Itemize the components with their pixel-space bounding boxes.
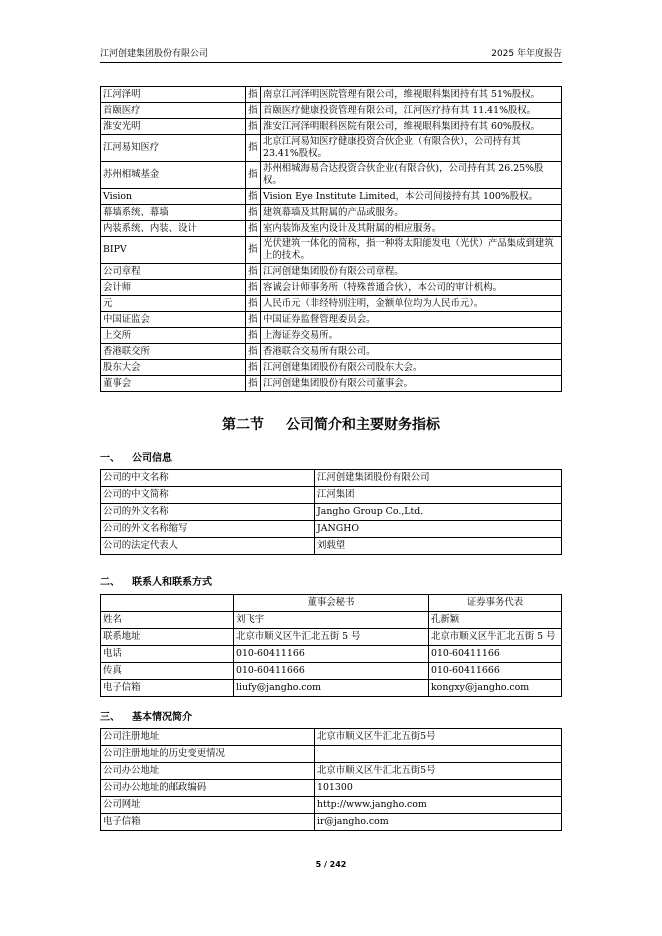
header-report-title: 2025 年年度报告 <box>491 49 562 59</box>
basic-info-value: ir@jangho.com <box>315 814 562 831</box>
definition-description: 首颐医疗健康投资管理有限公司，江河医疗持有其 11.41%股权。 <box>261 103 562 119</box>
page-header <box>100 46 562 63</box>
basic-info-value: http://www.jangho.com <box>315 797 562 814</box>
subheading-basic <box>100 708 192 723</box>
definition-term: Vision <box>101 189 246 205</box>
definitions-table <box>100 86 562 392</box>
basic-info-table <box>100 728 562 831</box>
company-info-row <box>101 538 562 555</box>
contact-label: 姓名 <box>101 612 234 629</box>
header-company: 江河创建集团股份有限公司 <box>100 49 209 59</box>
subheading-text: 公司信息 <box>132 453 172 464</box>
contact-row <box>101 646 562 663</box>
basic-info-value: 101300 <box>315 780 562 797</box>
definition-term: BIPV <box>101 237 246 264</box>
definition-description: 香港联合交易所有限公司。 <box>261 344 562 360</box>
contact-representative-value: kongxy@jangho.com <box>429 680 562 697</box>
definition-term: 会计师 <box>101 280 246 296</box>
definition-term: 公司章程 <box>101 264 246 280</box>
contact-secretary-value: 刘飞宇 <box>234 612 429 629</box>
subheading-number: 三、 <box>100 712 120 723</box>
definition-description: Vision Eye Institute Limited，本公司间接持有其 100%股权。 <box>261 189 562 205</box>
company-info-label: 公司的外文名称缩写 <box>101 521 315 538</box>
contact-header-secretary: 董事会秘书 <box>234 595 429 612</box>
page-number: 5 / 242 <box>315 860 347 869</box>
section-title <box>100 414 562 434</box>
contact-table <box>100 594 562 697</box>
company-info-value: 刘载望 <box>315 538 562 555</box>
basic-info-row <box>101 814 562 831</box>
definition-connector: 指 <box>246 312 261 328</box>
definition-connector: 指 <box>246 280 261 296</box>
basic-info-label: 公司注册地址 <box>101 729 315 746</box>
definition-connector: 指 <box>246 296 261 312</box>
definition-connector: 指 <box>246 205 261 221</box>
definition-row <box>101 280 562 296</box>
definition-term: 幕墙系统、幕墙 <box>101 205 246 221</box>
definition-row <box>101 328 562 344</box>
definition-description: 江河创建集团股份有限公司章程。 <box>261 264 562 280</box>
definition-row <box>101 376 562 392</box>
definition-row <box>101 344 562 360</box>
basic-info-label: 公司注册地址的历史变更情况 <box>101 746 315 763</box>
definition-description: 苏州相城海易合达投资合伙企业(有限合伙)，公司持有其 26.25%股权。 <box>261 162 562 189</box>
company-info-label: 公司的中文名称 <box>101 470 315 487</box>
basic-info-row <box>101 780 562 797</box>
basic-info-value <box>315 746 562 763</box>
definition-connector: 指 <box>246 87 261 103</box>
subheading-text: 基本情况简介 <box>132 712 192 723</box>
definition-term: 元 <box>101 296 246 312</box>
definition-term: 中国证监会 <box>101 312 246 328</box>
definition-term: 上交所 <box>101 328 246 344</box>
contact-header-blank <box>101 595 234 612</box>
company-info-table <box>100 469 562 555</box>
definition-row <box>101 221 562 237</box>
definition-description: 南京江河泽明医院管理有限公司，维视眼科集团持有其 51%股权。 <box>261 87 562 103</box>
contact-representative-value: 孔新颖 <box>429 612 562 629</box>
definition-row <box>101 237 562 264</box>
definition-connector: 指 <box>246 344 261 360</box>
company-info-value: 江河创建集团股份有限公司 <box>315 470 562 487</box>
contact-header-row <box>101 595 562 612</box>
definition-description: 光伏建筑一体化的简称，指一种将太阳能发电（光伏）产品集成到建筑上的技术。 <box>261 237 562 264</box>
definition-connector: 指 <box>246 221 261 237</box>
basic-info-label: 公司办公地址 <box>101 763 315 780</box>
section-heading: 公司简介和主要财务指标 <box>286 417 440 433</box>
definition-connector: 指 <box>246 237 261 264</box>
contact-secretary-value: liufy@jangho.com <box>234 680 429 697</box>
definition-term: 淮安光明 <box>101 119 246 135</box>
definition-connector: 指 <box>246 328 261 344</box>
definition-connector: 指 <box>246 119 261 135</box>
subheading-text: 联系人和联系方式 <box>132 577 212 588</box>
basic-info-row <box>101 729 562 746</box>
contact-label: 联系地址 <box>101 629 234 646</box>
definition-row <box>101 360 562 376</box>
contact-secretary-value: 010-60411166 <box>234 646 429 663</box>
contact-representative-value: 北京市顺义区牛汇北五街 5 号 <box>429 629 562 646</box>
contact-row <box>101 663 562 680</box>
company-info-value: Jangho Group Co.,Ltd. <box>315 504 562 521</box>
definition-description: 容诚会计师事务所（特殊普通合伙），本公司的审计机构。 <box>261 280 562 296</box>
definition-description: 淮安江河泽明眼科医院有限公司，维视眼科集团持有其 60%股权。 <box>261 119 562 135</box>
company-info-label: 公司的外文名称 <box>101 504 315 521</box>
section-number: 第二节 <box>222 417 264 433</box>
definition-row <box>101 189 562 205</box>
basic-info-value: 北京市顺义区牛汇北五街5号 <box>315 763 562 780</box>
definition-term: 江河泽明 <box>101 87 246 103</box>
contact-header-representative: 证券事务代表 <box>429 595 562 612</box>
basic-info-label: 电子信箱 <box>101 814 315 831</box>
contact-label: 电子信箱 <box>101 680 234 697</box>
company-info-label: 公司的法定代表人 <box>101 538 315 555</box>
contact-representative-value: 010-60411666 <box>429 663 562 680</box>
subheading-number: 一、 <box>100 453 120 464</box>
definition-row <box>101 312 562 328</box>
definition-connector: 指 <box>246 360 261 376</box>
definition-term: 香港联交所 <box>101 344 246 360</box>
definition-description: 北京江河易知医疗健康投资合伙企业（有限合伙），公司持有其 23.41%股权。 <box>261 135 562 162</box>
definition-description: 建筑幕墙及其附属的产品或服务。 <box>261 205 562 221</box>
contact-secretary-value: 010-60411666 <box>234 663 429 680</box>
company-info-value: 江河集团 <box>315 487 562 504</box>
definition-row <box>101 135 562 162</box>
definition-description: 室内装饰及室内设计及其附属的相应服务。 <box>261 221 562 237</box>
definition-row <box>101 87 562 103</box>
definition-description: 江河创建集团股份有限公司股东大会。 <box>261 360 562 376</box>
subheading-company-info <box>100 449 172 464</box>
contact-row <box>101 680 562 697</box>
definition-row <box>101 205 562 221</box>
definition-row <box>101 119 562 135</box>
basic-info-row <box>101 746 562 763</box>
definition-row <box>101 162 562 189</box>
definition-connector: 指 <box>246 103 261 119</box>
contact-secretary-value: 北京市顺义区牛汇北五街 5 号 <box>234 629 429 646</box>
definition-connector: 指 <box>246 189 261 205</box>
contact-label: 传真 <box>101 663 234 680</box>
definition-term: 江河易知医疗 <box>101 135 246 162</box>
definition-description: 中国证券监督管理委员会。 <box>261 312 562 328</box>
basic-info-label: 公司办公地址的邮政编码 <box>101 780 315 797</box>
subheading-contact <box>100 573 212 588</box>
contact-representative-value: 010-60411166 <box>429 646 562 663</box>
definition-row <box>101 296 562 312</box>
company-info-row <box>101 487 562 504</box>
definition-term: 苏州相城基金 <box>101 162 246 189</box>
definition-connector: 指 <box>246 162 261 189</box>
basic-info-row <box>101 797 562 814</box>
definition-connector: 指 <box>246 135 261 162</box>
contact-label: 电话 <box>101 646 234 663</box>
company-info-row <box>101 521 562 538</box>
basic-info-label: 公司网址 <box>101 797 315 814</box>
contact-row <box>101 629 562 646</box>
company-info-row <box>101 504 562 521</box>
company-info-row <box>101 470 562 487</box>
company-info-label: 公司的中文简称 <box>101 487 315 504</box>
definition-description: 江河创建集团股份有限公司董事会。 <box>261 376 562 392</box>
definition-connector: 指 <box>246 264 261 280</box>
definition-connector: 指 <box>246 376 261 392</box>
definition-description: 上海证券交易所。 <box>261 328 562 344</box>
basic-info-value: 北京市顺义区牛汇北五街5号 <box>315 729 562 746</box>
company-info-value: JANGHO <box>315 521 562 538</box>
contact-row <box>101 612 562 629</box>
subheading-number: 二、 <box>100 577 120 588</box>
definition-term: 董事会 <box>101 376 246 392</box>
definition-term: 股东大会 <box>101 360 246 376</box>
basic-info-row <box>101 763 562 780</box>
definition-row <box>101 103 562 119</box>
definition-description: 人民币元（非经特别注明，金额单位均为人民币元）。 <box>261 296 562 312</box>
definition-row <box>101 264 562 280</box>
definition-term: 首颐医疗 <box>101 103 246 119</box>
definition-term: 内装系统、内装、设计 <box>101 221 246 237</box>
